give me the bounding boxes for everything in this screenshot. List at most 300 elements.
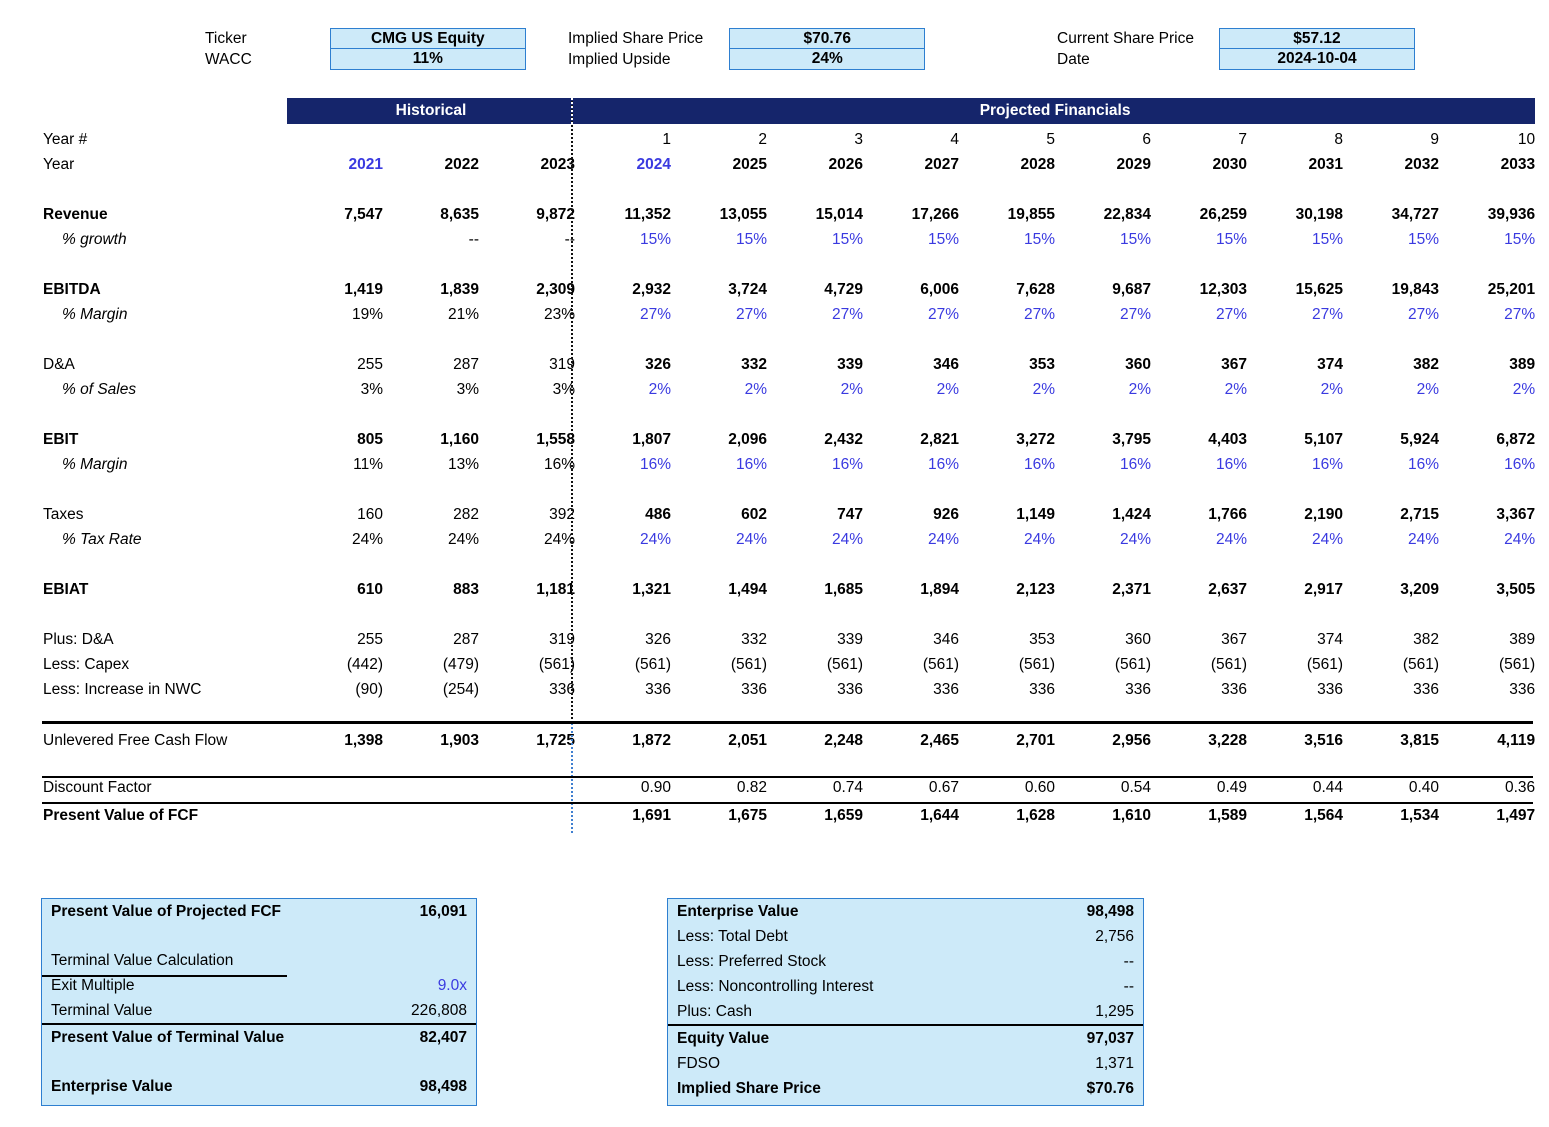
spacer-row xyxy=(0,324,1549,349)
revenue-growth-2029[interactable]: 15% xyxy=(1119,231,1151,248)
ebitda-2030: 12,303 xyxy=(1199,281,1247,298)
revenue-growth-2024[interactable]: 15% xyxy=(639,231,671,248)
assumption-inputs-left xyxy=(330,28,526,70)
row-total-debt xyxy=(668,924,1143,949)
equity-bridge-box xyxy=(667,898,1144,1106)
value-noncontrolling-interest: -- xyxy=(1123,978,1134,995)
ebitda-margin-2027[interactable]: 27% xyxy=(927,306,959,323)
revenue-2027: 17,266 xyxy=(911,206,959,223)
ufcf-2021: 1,398 xyxy=(344,732,383,749)
da-sales-2025[interactable]: 2% xyxy=(744,381,767,398)
year-number-label: Year # xyxy=(43,131,88,148)
label-ufcf: Unlevered Free Cash Flow xyxy=(43,732,228,749)
taxes-2032: 2,715 xyxy=(1400,506,1439,523)
capex-2030: (561) xyxy=(1210,656,1247,673)
date-input[interactable]: 2024-10-04 xyxy=(1219,49,1415,70)
ebitda-2024: 2,932 xyxy=(632,281,671,298)
row-taxes xyxy=(0,499,1549,524)
row-enterprise-value-left xyxy=(42,1074,476,1099)
year-row xyxy=(0,149,1549,174)
ebitda-margin-2031[interactable]: 27% xyxy=(1311,306,1343,323)
tax-rate-2029[interactable]: 24% xyxy=(1119,531,1151,548)
date-label: Date xyxy=(1057,51,1090,68)
revenue-growth-2026[interactable]: 15% xyxy=(831,231,863,248)
label-terminal-value: Terminal Value xyxy=(51,1002,153,1019)
spacer-row xyxy=(42,924,476,948)
ebit-2022: 1,160 xyxy=(440,431,479,448)
pvfcf-2029: 1,610 xyxy=(1112,807,1151,824)
da-2025: 332 xyxy=(741,356,767,373)
tv-calc-blank xyxy=(259,948,476,973)
ebitda-margin-2023: 23% xyxy=(543,306,575,323)
revenue-growth-2023: -- xyxy=(564,231,575,248)
current-share-price-input[interactable]: $57.12 xyxy=(1219,28,1415,49)
value-equity-value: 97,037 xyxy=(906,1025,1144,1051)
label-tv-calc: Terminal Value Calculation xyxy=(51,952,234,969)
spacer-row xyxy=(0,699,1549,721)
ebiat-2028: 2,123 xyxy=(1016,581,1055,598)
ebiat-2030: 2,637 xyxy=(1208,581,1247,598)
value-enterprise-value: 98,498 xyxy=(1086,903,1134,920)
revenue-2025: 13,055 xyxy=(719,206,767,223)
label-ebitda-margin: % Margin xyxy=(62,306,128,323)
nwc-2026: 336 xyxy=(837,681,863,698)
taxes-2025: 602 xyxy=(741,506,767,523)
ebit-2033: 6,872 xyxy=(1496,431,1536,448)
da-2033: 389 xyxy=(1509,356,1536,373)
capex-2024: (561) xyxy=(634,656,671,673)
tv-calc-underline xyxy=(42,975,287,977)
proj-year-2027: 2027 xyxy=(924,156,959,173)
da-2023: 319 xyxy=(549,356,575,373)
ebit-2032: 5,924 xyxy=(1400,431,1439,448)
taxes-2022: 282 xyxy=(453,506,479,523)
proj-year-2031: 2031 xyxy=(1308,156,1343,173)
label-less-nwc: Less: Increase in NWC xyxy=(43,681,202,698)
ebitda-2027: 6,006 xyxy=(920,281,959,298)
revenue-2031: 30,198 xyxy=(1295,206,1343,223)
wacc-input[interactable]: 11% xyxy=(330,49,526,70)
ufcf-2025: 2,051 xyxy=(728,732,767,749)
row-ufcf xyxy=(0,721,1549,750)
da-sales-2026[interactable]: 2% xyxy=(840,381,863,398)
assumptions-ticker-wacc xyxy=(205,28,526,70)
taxes-2033: 3,367 xyxy=(1496,506,1536,523)
label-pv-terminal-value: Present Value of Terminal Value xyxy=(42,1024,259,1050)
pvfcf-2031: 1,564 xyxy=(1304,807,1343,824)
tax-rate-2028[interactable]: 24% xyxy=(1023,531,1055,548)
wacc-label: WACC xyxy=(205,51,252,68)
year-num-10: 10 xyxy=(1517,131,1536,148)
value-exit-multiple[interactable]: 9.0x xyxy=(437,977,467,994)
ebitda-2021: 1,419 xyxy=(344,281,383,298)
plus-da-2023: 319 xyxy=(549,631,575,648)
label-enterprise-value-left: Enterprise Value xyxy=(51,1078,173,1095)
ebit-2021: 805 xyxy=(357,431,383,448)
taxes-2028: 1,149 xyxy=(1016,506,1055,523)
row-ebit xyxy=(0,424,1549,449)
value-fdso: 1,371 xyxy=(1095,1055,1134,1072)
taxes-2024: 486 xyxy=(645,506,671,523)
ebit-margin-2032[interactable]: 16% xyxy=(1407,456,1439,473)
taxes-2029: 1,424 xyxy=(1112,506,1151,523)
nwc-2029: 336 xyxy=(1125,681,1151,698)
da-2031: 374 xyxy=(1317,356,1343,373)
da-2026: 339 xyxy=(837,356,863,373)
label-da: D&A xyxy=(43,356,75,373)
taxes-2027: 926 xyxy=(933,506,959,523)
row-pv-terminal-value xyxy=(42,1024,476,1050)
assumptions-current xyxy=(1057,28,1415,70)
ticker-label: Ticker xyxy=(205,30,247,47)
label-pv-fcf: Present Value of FCF xyxy=(43,807,199,824)
hist-year-2021[interactable]: 2021 xyxy=(348,156,383,173)
label-total-debt: Less: Total Debt xyxy=(677,928,788,945)
assumption-labels-left xyxy=(205,28,252,70)
implied-upside-label: Implied Upside xyxy=(568,51,671,68)
historical-projected-divider-lower xyxy=(571,723,573,833)
revenue-2024: 11,352 xyxy=(624,206,671,223)
spacer-row xyxy=(0,599,1549,624)
row-ebit-margin xyxy=(0,449,1549,474)
capex-2027: (561) xyxy=(922,656,959,673)
da-sales-2021: 3% xyxy=(360,381,383,398)
taxes-2031: 2,190 xyxy=(1304,506,1343,523)
plus-da-2021: 255 xyxy=(357,631,383,648)
label-pv-projected-fcf: Present Value of Projected FCF xyxy=(51,903,281,920)
spacer-row xyxy=(0,549,1549,574)
plus-da-2027: 346 xyxy=(933,631,959,648)
taxes-2021: 160 xyxy=(357,506,383,523)
pvfcf-2024: 1,691 xyxy=(632,807,671,824)
ebit-2025: 2,096 xyxy=(728,431,767,448)
ufcf-2026: 2,248 xyxy=(824,732,863,749)
ebit-margin-2024[interactable]: 16% xyxy=(639,456,671,473)
nwc-2025: 336 xyxy=(741,681,767,698)
ebitda-margin-2026[interactable]: 27% xyxy=(831,306,863,323)
da-2027: 346 xyxy=(933,356,959,373)
implied-upside-value: 24% xyxy=(729,49,925,70)
plus-da-2033: 389 xyxy=(1509,631,1536,648)
proj-year-2029: 2029 xyxy=(1116,156,1151,173)
label-implied-share-price: Implied Share Price xyxy=(677,1080,821,1097)
year-number-row xyxy=(0,124,1549,149)
tax-rate-2024[interactable]: 24% xyxy=(639,531,671,548)
pvfcf-2026: 1,659 xyxy=(824,807,863,824)
ebitda-2025: 3,724 xyxy=(728,281,767,298)
revenue-2022: 8,635 xyxy=(440,206,479,223)
row-preferred-stock xyxy=(668,949,1143,974)
df-2026: 0.74 xyxy=(832,779,863,796)
revenue-growth-2030[interactable]: 15% xyxy=(1215,231,1247,248)
ufcf-2030: 3,228 xyxy=(1208,732,1247,749)
label-plus-da: Plus: D&A xyxy=(43,631,114,648)
ufcf-2028: 2,701 xyxy=(1016,732,1055,749)
label-preferred-stock: Less: Preferred Stock xyxy=(677,953,827,970)
ebit-margin-2023: 16% xyxy=(543,456,575,473)
ebitda-2029: 9,687 xyxy=(1112,281,1151,298)
tax-rate-2027[interactable]: 24% xyxy=(927,531,959,548)
plus-da-2032: 382 xyxy=(1413,631,1439,648)
capex-2026: (561) xyxy=(826,656,863,673)
ebiat-2032: 3,209 xyxy=(1400,581,1439,598)
row-ebiat xyxy=(0,574,1549,599)
pvfcf-2030: 1,589 xyxy=(1208,807,1247,824)
tax-rate-2030[interactable]: 24% xyxy=(1215,531,1247,548)
revenue-growth-2027[interactable]: 15% xyxy=(927,231,959,248)
value-pv-projected-fcf: 16,091 xyxy=(419,903,467,920)
capex-2021: (442) xyxy=(346,656,383,673)
row-noncontrolling-interest xyxy=(668,974,1143,999)
nwc-2024: 336 xyxy=(645,681,671,698)
revenue-2029: 22,834 xyxy=(1103,206,1151,223)
df-2030: 0.49 xyxy=(1216,779,1247,796)
row-da xyxy=(0,349,1549,374)
ebit-margin-2025[interactable]: 16% xyxy=(735,456,767,473)
revenue-growth-2028[interactable]: 15% xyxy=(1023,231,1055,248)
row-revenue-growth xyxy=(0,224,1549,249)
df-2032: 0.40 xyxy=(1408,779,1439,796)
ebitda-margin-2032[interactable]: 27% xyxy=(1407,306,1439,323)
ebit-2024: 1,807 xyxy=(632,431,671,448)
year-num-1: 1 xyxy=(662,131,671,148)
label-tax-rate: % Tax Rate xyxy=(62,531,142,548)
da-2022: 287 xyxy=(453,356,479,373)
row-less-capex xyxy=(0,649,1549,674)
spacer-row xyxy=(0,474,1549,499)
nwc-2031: 336 xyxy=(1317,681,1343,698)
label-discount-factor: Discount Factor xyxy=(43,779,152,796)
taxes-2023: 392 xyxy=(549,506,575,523)
df-2027: 0.67 xyxy=(928,779,959,796)
df-2028: 0.60 xyxy=(1024,779,1055,796)
implied-share-price-label: Implied Share Price xyxy=(568,30,704,47)
spacer-row xyxy=(0,399,1549,424)
revenue-2021: 7,547 xyxy=(344,206,383,223)
nwc-2032: 336 xyxy=(1413,681,1439,698)
row-da-sales xyxy=(0,374,1549,399)
label-taxes: Taxes xyxy=(43,506,84,523)
da-2021: 255 xyxy=(357,356,383,373)
ebitda-2023: 2,309 xyxy=(536,281,575,298)
label-revenue-growth: % growth xyxy=(62,231,127,248)
row-implied-share-price xyxy=(668,1076,1143,1101)
da-sales-2033[interactable]: 2% xyxy=(1512,381,1536,398)
ebitda-2026: 4,729 xyxy=(824,281,863,298)
capex-2025: (561) xyxy=(730,656,767,673)
proj-year-2025: 2025 xyxy=(732,156,767,173)
ebiat-2022: 883 xyxy=(453,581,479,598)
revenue-growth-2032[interactable]: 15% xyxy=(1407,231,1439,248)
ebiat-2025: 1,494 xyxy=(728,581,767,598)
label-enterprise-value: Enterprise Value xyxy=(677,903,799,920)
spacer-row xyxy=(0,750,1549,772)
df-2025: 0.82 xyxy=(736,779,767,796)
da-sales-2027[interactable]: 2% xyxy=(936,381,959,398)
ebit-margin-2026[interactable]: 16% xyxy=(831,456,863,473)
ebitda-2028: 7,628 xyxy=(1016,281,1055,298)
proj-year-2024[interactable]: 2024 xyxy=(636,156,671,173)
capex-2022: (479) xyxy=(442,656,479,673)
revenue-growth-2025[interactable]: 15% xyxy=(735,231,767,248)
nwc-2023: 336 xyxy=(549,681,575,698)
tax-rate-2025[interactable]: 24% xyxy=(735,531,767,548)
tax-rate-2032[interactable]: 24% xyxy=(1407,531,1439,548)
da-sales-2032[interactable]: 2% xyxy=(1416,381,1439,398)
ebit-margin-2027[interactable]: 16% xyxy=(927,456,959,473)
ufcf-2031: 3,516 xyxy=(1304,732,1343,749)
assumption-inputs-right xyxy=(1219,28,1415,70)
spacer-row xyxy=(0,249,1549,274)
terminal-value-summary-box xyxy=(41,898,477,1106)
current-share-price-label: Current Share Price xyxy=(1057,30,1194,47)
ufcf-2029: 2,956 xyxy=(1112,732,1151,749)
ebit-2029: 3,795 xyxy=(1112,431,1151,448)
ebit-margin-2028[interactable]: 16% xyxy=(1023,456,1055,473)
pvfcf-2025: 1,675 xyxy=(728,807,767,824)
nwc-2021: (90) xyxy=(355,681,383,698)
label-noncontrolling-interest: Less: Noncontrolling Interest xyxy=(677,978,874,995)
proj-year-2028: 2028 xyxy=(1020,156,1055,173)
da-sales-2031[interactable]: 2% xyxy=(1320,381,1343,398)
ebiat-2029: 2,371 xyxy=(1112,581,1151,598)
da-sales-2028[interactable]: 2% xyxy=(1032,381,1055,398)
plus-da-2022: 287 xyxy=(453,631,479,648)
ufcf-2033: 4,119 xyxy=(1497,732,1536,749)
capex-2028: (561) xyxy=(1018,656,1055,673)
label-equity-value: Equity Value xyxy=(668,1025,906,1051)
plus-da-2026: 339 xyxy=(837,631,863,648)
plus-da-2025: 332 xyxy=(741,631,767,648)
capex-2033: (561) xyxy=(1498,656,1536,673)
assumption-labels-middle xyxy=(568,28,703,70)
ebit-margin-2033[interactable]: 16% xyxy=(1504,456,1536,473)
revenue-2028: 19,855 xyxy=(1007,206,1055,223)
ebit-2026: 2,432 xyxy=(824,431,863,448)
da-2028: 353 xyxy=(1029,356,1055,373)
dcf-table xyxy=(0,98,1549,825)
value-preferred-stock: -- xyxy=(1123,953,1134,970)
df-2024: 0.90 xyxy=(640,779,671,796)
ebit-margin-2031[interactable]: 16% xyxy=(1311,456,1343,473)
year-num-7: 7 xyxy=(1238,131,1247,148)
year-label: Year xyxy=(43,156,75,173)
ebitda-margin-2025[interactable]: 27% xyxy=(735,306,767,323)
nwc-2022: (254) xyxy=(442,681,479,698)
revenue-growth-2021 xyxy=(287,224,383,249)
revenue-growth-2033[interactable]: 15% xyxy=(1504,231,1536,248)
ebiat-2026: 1,685 xyxy=(824,581,863,598)
label-da-sales: % of Sales xyxy=(62,381,137,398)
ebitda-margin-2028[interactable]: 27% xyxy=(1023,306,1055,323)
tax-rate-2022: 24% xyxy=(447,531,479,548)
da-sales-2022: 3% xyxy=(456,381,479,398)
year-num-4: 4 xyxy=(950,131,959,148)
ebitda-2031: 15,625 xyxy=(1295,281,1343,298)
label-ebitda: EBITDA xyxy=(43,281,101,298)
row-fdso xyxy=(668,1051,1143,1076)
ebiat-2021: 610 xyxy=(357,581,383,598)
da-2030: 367 xyxy=(1221,356,1247,373)
ebit-margin-2029[interactable]: 16% xyxy=(1119,456,1151,473)
revenue-2033: 39,936 xyxy=(1487,206,1536,223)
tax-rate-2023: 24% xyxy=(543,531,575,548)
da-sales-2023: 3% xyxy=(552,381,575,398)
label-plus-cash: Plus: Cash xyxy=(677,1003,752,1020)
ebit-2030: 4,403 xyxy=(1208,431,1247,448)
row-equity-value xyxy=(668,1025,1143,1051)
terminal-value-table xyxy=(42,899,476,1099)
revenue-2030: 26,259 xyxy=(1199,206,1247,223)
nwc-2028: 336 xyxy=(1029,681,1055,698)
pv-fcf-top-rule xyxy=(42,802,1533,804)
proj-year-2033: 2033 xyxy=(1500,156,1536,173)
taxes-2026: 747 xyxy=(837,506,863,523)
value-terminal-value: 226,808 xyxy=(410,1002,467,1019)
revenue-2023: 9,872 xyxy=(536,206,575,223)
ebitda-margin-2021: 19% xyxy=(351,306,383,323)
ebitda-margin-2022: 21% xyxy=(447,306,479,323)
ebitda-margin-2024[interactable]: 27% xyxy=(639,306,671,323)
ebitda-margin-2033[interactable]: 27% xyxy=(1504,306,1536,323)
year-num-9: 9 xyxy=(1430,131,1439,148)
da-sales-2030[interactable]: 2% xyxy=(1224,381,1247,398)
plus-da-2028: 353 xyxy=(1029,631,1055,648)
proj-year-2030: 2030 xyxy=(1212,156,1247,173)
value-plus-cash: 1,295 xyxy=(1095,1003,1134,1020)
label-ebit: EBIT xyxy=(43,431,79,448)
tax-rate-2033[interactable]: 24% xyxy=(1504,531,1536,548)
year-num-5: 5 xyxy=(1046,131,1055,148)
ebitda-margin-2029[interactable]: 27% xyxy=(1119,306,1151,323)
plus-da-2031: 374 xyxy=(1317,631,1343,648)
ebiat-2024: 1,321 xyxy=(632,581,671,598)
ticker-input[interactable]: CMG US Equity xyxy=(330,28,526,49)
ebit-2027: 2,821 xyxy=(920,431,959,448)
historical-projected-divider-band xyxy=(571,98,573,124)
da-2024: 326 xyxy=(645,356,671,373)
spacer-row xyxy=(0,174,1549,199)
row-pv-projected-fcf xyxy=(42,899,476,924)
row-tv-calc-header xyxy=(42,948,476,973)
df-2033: 0.36 xyxy=(1504,779,1536,796)
capex-2032: (561) xyxy=(1402,656,1439,673)
ufcf-2022: 1,903 xyxy=(440,732,479,749)
ufcf-2023: 1,725 xyxy=(536,732,575,749)
ebitda-margin-2030[interactable]: 27% xyxy=(1215,306,1247,323)
tax-rate-2026[interactable]: 24% xyxy=(831,531,863,548)
row-tax-rate xyxy=(0,524,1549,549)
da-sales-2029[interactable]: 2% xyxy=(1128,381,1151,398)
hist-year-2023: 2023 xyxy=(540,156,575,173)
value-pv-terminal-value: 82,407 xyxy=(259,1024,476,1050)
value-enterprise-value-left: 98,498 xyxy=(419,1078,467,1095)
row-ebitda xyxy=(0,274,1549,299)
da-sales-2024[interactable]: 2% xyxy=(648,381,671,398)
revenue-growth-2022: -- xyxy=(468,231,479,248)
tax-rate-2031[interactable]: 24% xyxy=(1311,531,1343,548)
ebiat-2023: 1,181 xyxy=(536,581,575,598)
pvfcf-2027: 1,644 xyxy=(920,807,959,824)
revenue-growth-2031[interactable]: 15% xyxy=(1311,231,1343,248)
ebit-margin-2030[interactable]: 16% xyxy=(1215,456,1247,473)
year-num-6: 6 xyxy=(1142,131,1151,148)
proj-year-2026: 2026 xyxy=(828,156,863,173)
ebit-2031: 5,107 xyxy=(1304,431,1343,448)
revenue-2026: 15,014 xyxy=(815,206,863,223)
label-revenue: Revenue xyxy=(43,206,108,223)
year-num-8: 8 xyxy=(1334,131,1343,148)
